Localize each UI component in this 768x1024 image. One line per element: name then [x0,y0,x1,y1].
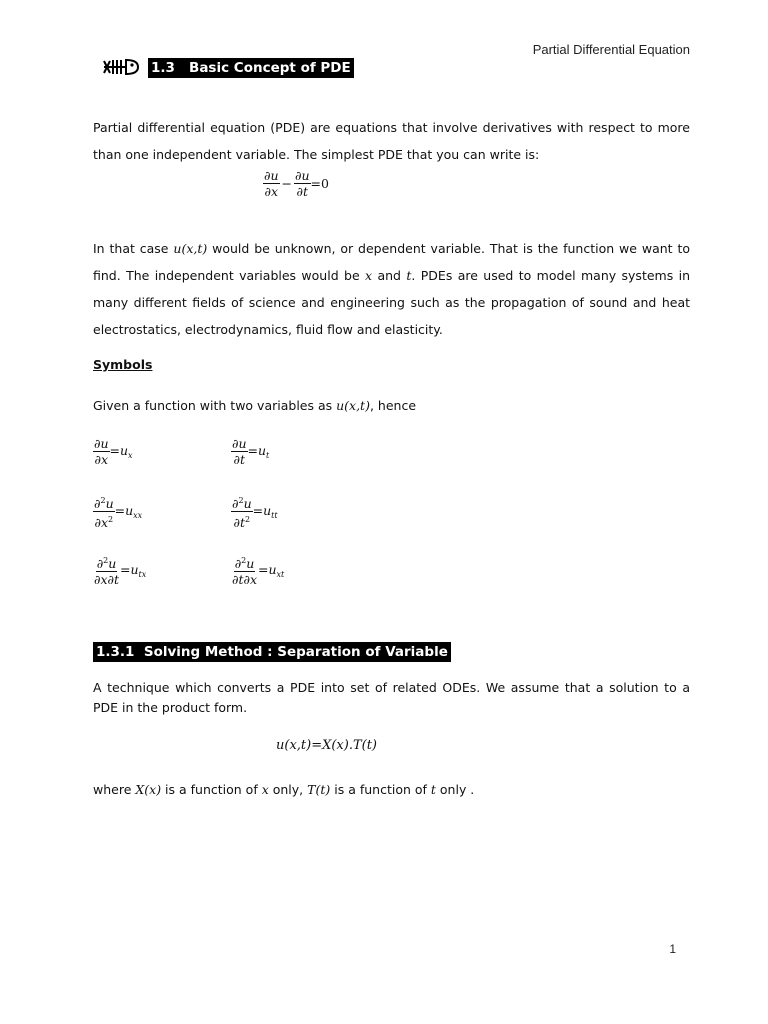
product-form-equation: u(x,t)=X(x).T(t) [276,738,377,753]
section-heading [148,58,354,78]
fish-bone-icon [102,58,140,76]
symbols-heading: Symbols [93,357,153,372]
page-number: 1 [669,942,676,956]
subsection-title: Solving Method : Separation of Variable [143,644,448,660]
explanation-paragraph: In that case u(x,t) would be unknown, or dependent variable. That is the function we want to find. The independent variables would be x and t. PDEs are used to model many systems in many different fields of science and engineering such as the propagation of sound and heat electrostatics, electrodynamics, fluid flow and elasticity. [93,241,690,337]
symbol-equation: $\frac{\partial^2u}{\partial x\partial t}$ $=u_{tx}$ [93,553,146,587]
subsection-heading [93,642,451,662]
fraction: $\frac{\partial u}{\partial t}$ [295,168,310,199]
symbol-equation: $\frac{\partial^2u}{\partial x^2}$ $=u_{xx}$ [93,493,142,530]
fraction: $\frac{\partial u}{\partial x}$ [264,168,279,199]
symbol-equation: $\frac{\partial^2u}{\partial t\partial x}$ $=u_{xt}$ [231,553,284,587]
where-paragraph: where X(x) is a function of x only, T(t) is a function of t only . [93,782,475,797]
intro-paragraph: Partial differential equation (PDE) are equations that involve derivatives with respect to more than one independent variable. The simplest PDE that you can write is: [93,120,690,162]
method-paragraph: A technique which converts a PDE into set of related ODEs. We assume that a solution to a PDE in the product form. [93,680,690,715]
simplest-pde-equation: $\frac{\partial u}{\partial x}$ − $\frac{\partial u}{\partial t}$ =0 [264,168,329,199]
math-inline: x [261,782,269,797]
section-number: 1.3 [151,60,175,76]
symbol-equation: $\frac{\partial u}{\partial x}$ $=u_x$ [94,436,133,467]
math-inline: x [365,268,373,283]
symbols-intro: Given a function with two variables as u(x,t), hence [93,398,417,413]
symbol-equation: $\frac{\partial u}{\partial t}$ $=u_t$ [232,436,270,467]
section-title: Basic Concept of PDE [189,60,351,76]
running-header: Partial Differential Equation [532,42,690,57]
math-inline: t [406,268,412,283]
math-inline: u(x,t) [173,241,208,256]
math-inline: T(t) [307,782,331,797]
symbol-equation: $\frac{\partial^2u}{\partial t^2}$ $=u_{tt}$ [231,493,278,530]
subsection-number: 1.3.1 [96,644,135,660]
math-inline: X(x) [135,782,162,797]
math-inline: t [430,782,436,797]
math-inline: u(x,t) [336,398,370,413]
